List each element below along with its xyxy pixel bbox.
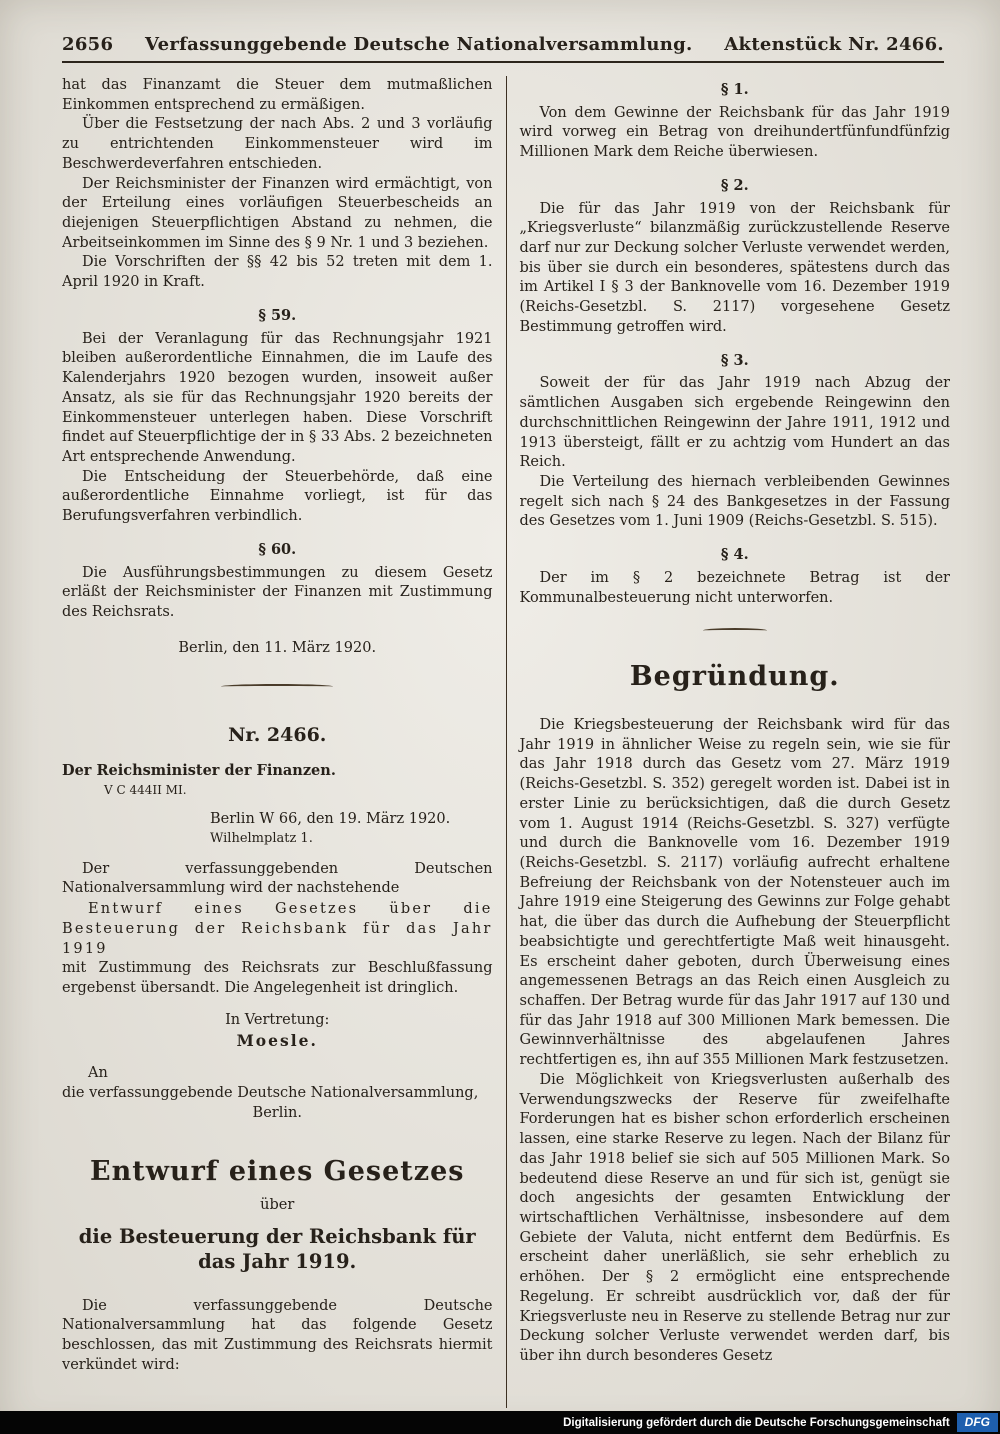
- paragraph-ausfuehrung: Die Ausführungsbestimmungen zu diesem Gesetz erläßt der Reichsminister der Finanzen mit Zustimmung des Reichsrats.: [62, 564, 493, 620]
- letter-addressee: die verfassunggebende Deutsche Nationalversammlung,: [62, 1085, 479, 1102]
- letter-an: An: [88, 1065, 108, 1082]
- paragraph-festsetzung: Über die Festsetzung der nach Abs. 2 und 3 vorläufig zu entrichtenden Einkommensteuer wird im Beschwerdeverfahren entschieden.: [62, 116, 493, 172]
- begruendung-title: Begründung.: [629, 661, 840, 693]
- section-divider: [703, 628, 767, 633]
- paragraph-continuation: hat das Finanzamt die Steuer dem mutmaßlichen Einkommen entsprechend zu ermäßigen.: [62, 77, 493, 113]
- section-heading-2: § 2.: [720, 176, 749, 194]
- section-3-paragraph-1: Soweit der für das Jahr 1919 nach Abzug der sämtlichen Ausgaben sich ergebende Reingewinn den durchschnittlichen Reingewinn der Jahre 1911, 1912 und 1913 übersteigt, fällt er zu achtzig vom Hundert an das Reich.: [519, 375, 950, 471]
- letter-law-title: Entwurf eines Gesetzes über die Besteuerung der Reichsbank für das Jahr 1919: [62, 901, 493, 957]
- law-subtitle: die Besteuerung der Reichsbank für das Jahr 1919.: [78, 1225, 476, 1274]
- letter-signature: Moesle.: [236, 1031, 318, 1051]
- left-column: [62, 76, 493, 1408]
- column-divider: [506, 76, 507, 1408]
- page-header: [62, 34, 944, 55]
- dfg-logo: DFG: [957, 1413, 998, 1432]
- letter-place-date: Berlin W 66, den 19. März 1920.: [210, 811, 451, 828]
- paragraph-vorschriften: Die Vorschriften der §§ 42 bis 52 treten mit dem 1. April 1920 in Kraft.: [62, 254, 493, 291]
- paragraph-reichsminister: Der Reichsminister der Finanzen wird ermächtigt, von der Erteilung eines vorläufigen Steuerbescheids an diejenigen Steuerpflichtigen Abstand zu nehmen, die Arbeitseinkommen im Sinne des § 9 Nr. 1 und 3 beziehen.: [62, 175, 493, 251]
- letter-closing: mit Zustimmung des Reichsrats zur Beschlußfassung ergebenst übersandt. Die Angelegenheit ist dringlich.: [62, 960, 493, 996]
- paragraph-entscheidung: Die Entscheidung der Steuerbehörde, daß eine außerordentliche Einnahme vorliegt, ist für das Berufungsverfahren verbindlich.: [62, 468, 493, 525]
- page-number: 2656: [62, 34, 114, 55]
- section-1-text: Von dem Gewinne der Reichsbank für das Jahr 1919 wird vorweg ein Betrag von dreihundertfünfundfünfzig Millionen Mark dem Reiche überwiesen.: [519, 104, 950, 161]
- docket-number: Aktenstück Nr. 2466.: [724, 34, 944, 55]
- squiggle-divider: [221, 684, 333, 689]
- section-heading-60: § 60.: [258, 540, 297, 558]
- law-ueber: über: [260, 1197, 295, 1214]
- letter-addressee-city: Berlin.: [252, 1104, 302, 1121]
- law-title: Entwurf eines Gesetzes: [90, 1155, 465, 1187]
- letter-sender: Der Reichsminister der Finanzen.: [62, 762, 336, 780]
- section-heading-1: § 1.: [720, 81, 749, 98]
- section-3-paragraph-2: Die Verteilung des hiernach verbleibenden Gewinnes regelt sich nach § 24 des Bankgesetzes in der Fassung des Gesetzes vom 1. Juni 1909 (Reichs-Gesetzbl. S. 515).: [519, 473, 950, 530]
- section-heading-59: § 59.: [258, 306, 297, 324]
- paragraph-veranlagung: Bei der Veranlagung für das Rechnungsjahr 1921 bleiben außerordentliche Einnahmen, die im Laufe des Kalenderjahrs 1920 bezogen wurden, insoweit außer Ansatz, als sie für das Rechnungsjahr 1920 bereits der Einkommensteuer unterlegen haben. Diese Vorschrift findet auf Steuerpflichtige der in § 33 Abs. 2 bezeichneten Art entsprechende Anwendung.: [62, 330, 493, 465]
- page-title: Verfassunggebende Deutsche Nationalversammlung.: [144, 34, 693, 55]
- text-columns: [62, 76, 950, 1408]
- letter-sender-address: Wilhelmplatz 1.: [210, 830, 313, 846]
- letter-in-vertretung: In Vertretung:: [225, 1011, 330, 1028]
- section-heading-3: § 3.: [720, 351, 749, 369]
- header-rule: [62, 61, 944, 63]
- begruendung-paragraph-2: Die Möglichkeit von Kriegsverlusten außerhalb des Verwendungszwecks der Reserve für zweifelhafte Forderungen hat es bisher schon erforderlich erscheinen lassen, eine starke Reserve zu legen. Nach der Bilanz für das Jahr 1918 belief sie sich auf 505 Millionen Mark. So bedeutend diese Reserve an und für sich ist, genügt sie doch angesichts der gesamten Entwicklung der wirtschaftlichen Verhältnisse, insbesondere auf dem Gebiete der Valuta, nicht entfernt dem Bedürfnis. Es erscheint daher unerläßlich, sie sehr erheblich zu erhöhen. Der § 2 ermöglicht eine entsprechende Regelung. Er schreibt ausdrücklich vor, daß der für Kriegsverluste neu in Reserve zu stellende Betrag nur zur Deckung solcher Verluste verwendet werden darf, bis über ihn durch besonderes Gesetz: [519, 1071, 950, 1364]
- letter-number: Nr. 2466.: [228, 724, 327, 747]
- section-2-text: Die für das Jahr 1919 von der Reichsbank für „Kriegsverluste“ bilanzmäßig zurückzustellende Reserve darf nur zur Deckung solcher Verluste verwendet werden, bis über sie durch ein besonderes, spätestens durch das im Artikel I § 3 der Banknovelle vom 16. Dezember 1919 (Reichs-Gesetzbl. S. 2117) vorgesehene Gesetz Bestimmung getroffen wird.: [519, 200, 950, 335]
- section-heading-4: § 4.: [720, 546, 749, 564]
- begruendung-paragraph-1: Die Kriegsbesteuerung der Reichsbank wird für das Jahr 1919 in ähnlicher Weise zu regeln sein, wie sie für das Jahr 1918 durch das Gesetz vom 27. März 1919 (Reichs-Gesetzbl. S. 352) geregelt worden ist. Dabei ist in erster Linie zu berücksichtigen, daß die durch Gesetz vom 1. August 1914 (Reichs-Gesetzbl. S. 327) verfügte und durch die Banknovelle vom 16. Dezember 1919 (Reichs-Gesetzbl. S. 2117) vorläufig aufrecht erhaltene Befreiung der Reichsbank von der Notensteuer auch im Jahre 1919 eine Steigerung des Gewinns zur Folge gehabt hat, die über das durch die Aufhebung der Steuerpflicht beabsichtigte und gerechtfertigte Maß weit hinausgeht. Es erscheint daher geboten, durch Überweisung eines angemessenen Betrags an das Reich einen Ausgleich zu schaffen. Der Betrag wurde für das Jahr 1917 auf 130 und für das Jahr 1918 auf 300 Millionen Mark bemessen. Die Gewinnverhältnisse des abgelaufenen Jahres rechtfertigen es, ihn auf 355 Millionen Mark festzusetzen.: [519, 716, 950, 1069]
- digitization-footer: [0, 1411, 1000, 1434]
- law-preamble: Die verfassunggebende Deutsche Nationalversammlung hat das folgende Gesetz beschlossen, das mit Zustimmung des Reichsrats hiermit verkündet wird:: [62, 1297, 493, 1373]
- right-column: [520, 76, 951, 1408]
- letter-reference: V C 444II MI.: [104, 782, 187, 797]
- dateline: Berlin, den 11. März 1920.: [178, 639, 377, 656]
- digitization-credit: Digitalisierung gefördert durch die Deutsche Forschungsgemeinschaft: [563, 1416, 950, 1429]
- section-4-text: Der im § 2 bezeichnete Betrag ist der Kommunalbesteuerung nicht unterworfen.: [519, 569, 950, 606]
- letter-intro: Der verfassunggebenden Deutschen Nationalversammlung wird der nachstehende: [62, 860, 493, 897]
